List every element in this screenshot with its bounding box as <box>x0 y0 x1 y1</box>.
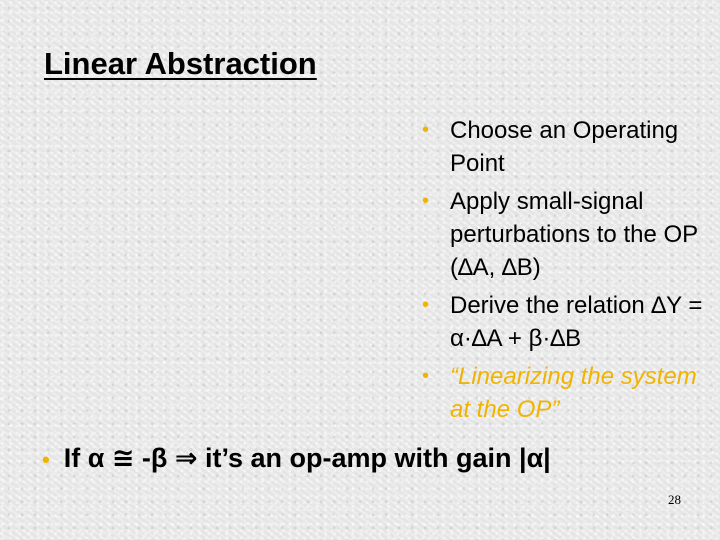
slide-title: Linear Abstraction <box>44 46 317 81</box>
bullet-item-perturbations <box>422 185 712 284</box>
bullet-text: Choose an Operating Point <box>450 117 679 177</box>
bullet-item-relation <box>422 289 712 355</box>
bullet-text: Derive the relation ∆Y = α·∆A + β·∆B <box>450 292 703 352</box>
bullet-item-linearizing <box>422 360 712 426</box>
bottom-bullet-text: If α ≅ -β ⇒ it’s an op-amp with gain |α| <box>63 443 551 473</box>
bullet-text: Apply small-signal perturbations to the OP (∆A, ∆B) <box>450 188 698 281</box>
bullet-dot-icon: • <box>422 294 430 316</box>
bullet-text-quote: “Linearizing the system at the OP” <box>450 363 697 423</box>
bullet-list <box>422 114 712 431</box>
bullet-item-operating-point <box>422 114 712 180</box>
bullet-dot-icon: • <box>422 119 430 141</box>
bullet-dot-icon: • <box>42 447 50 472</box>
bottom-bullet <box>42 443 551 474</box>
page-number: 28 <box>668 492 681 507</box>
bullet-dot-icon: • <box>422 365 430 387</box>
bullet-dot-icon: • <box>422 190 430 212</box>
